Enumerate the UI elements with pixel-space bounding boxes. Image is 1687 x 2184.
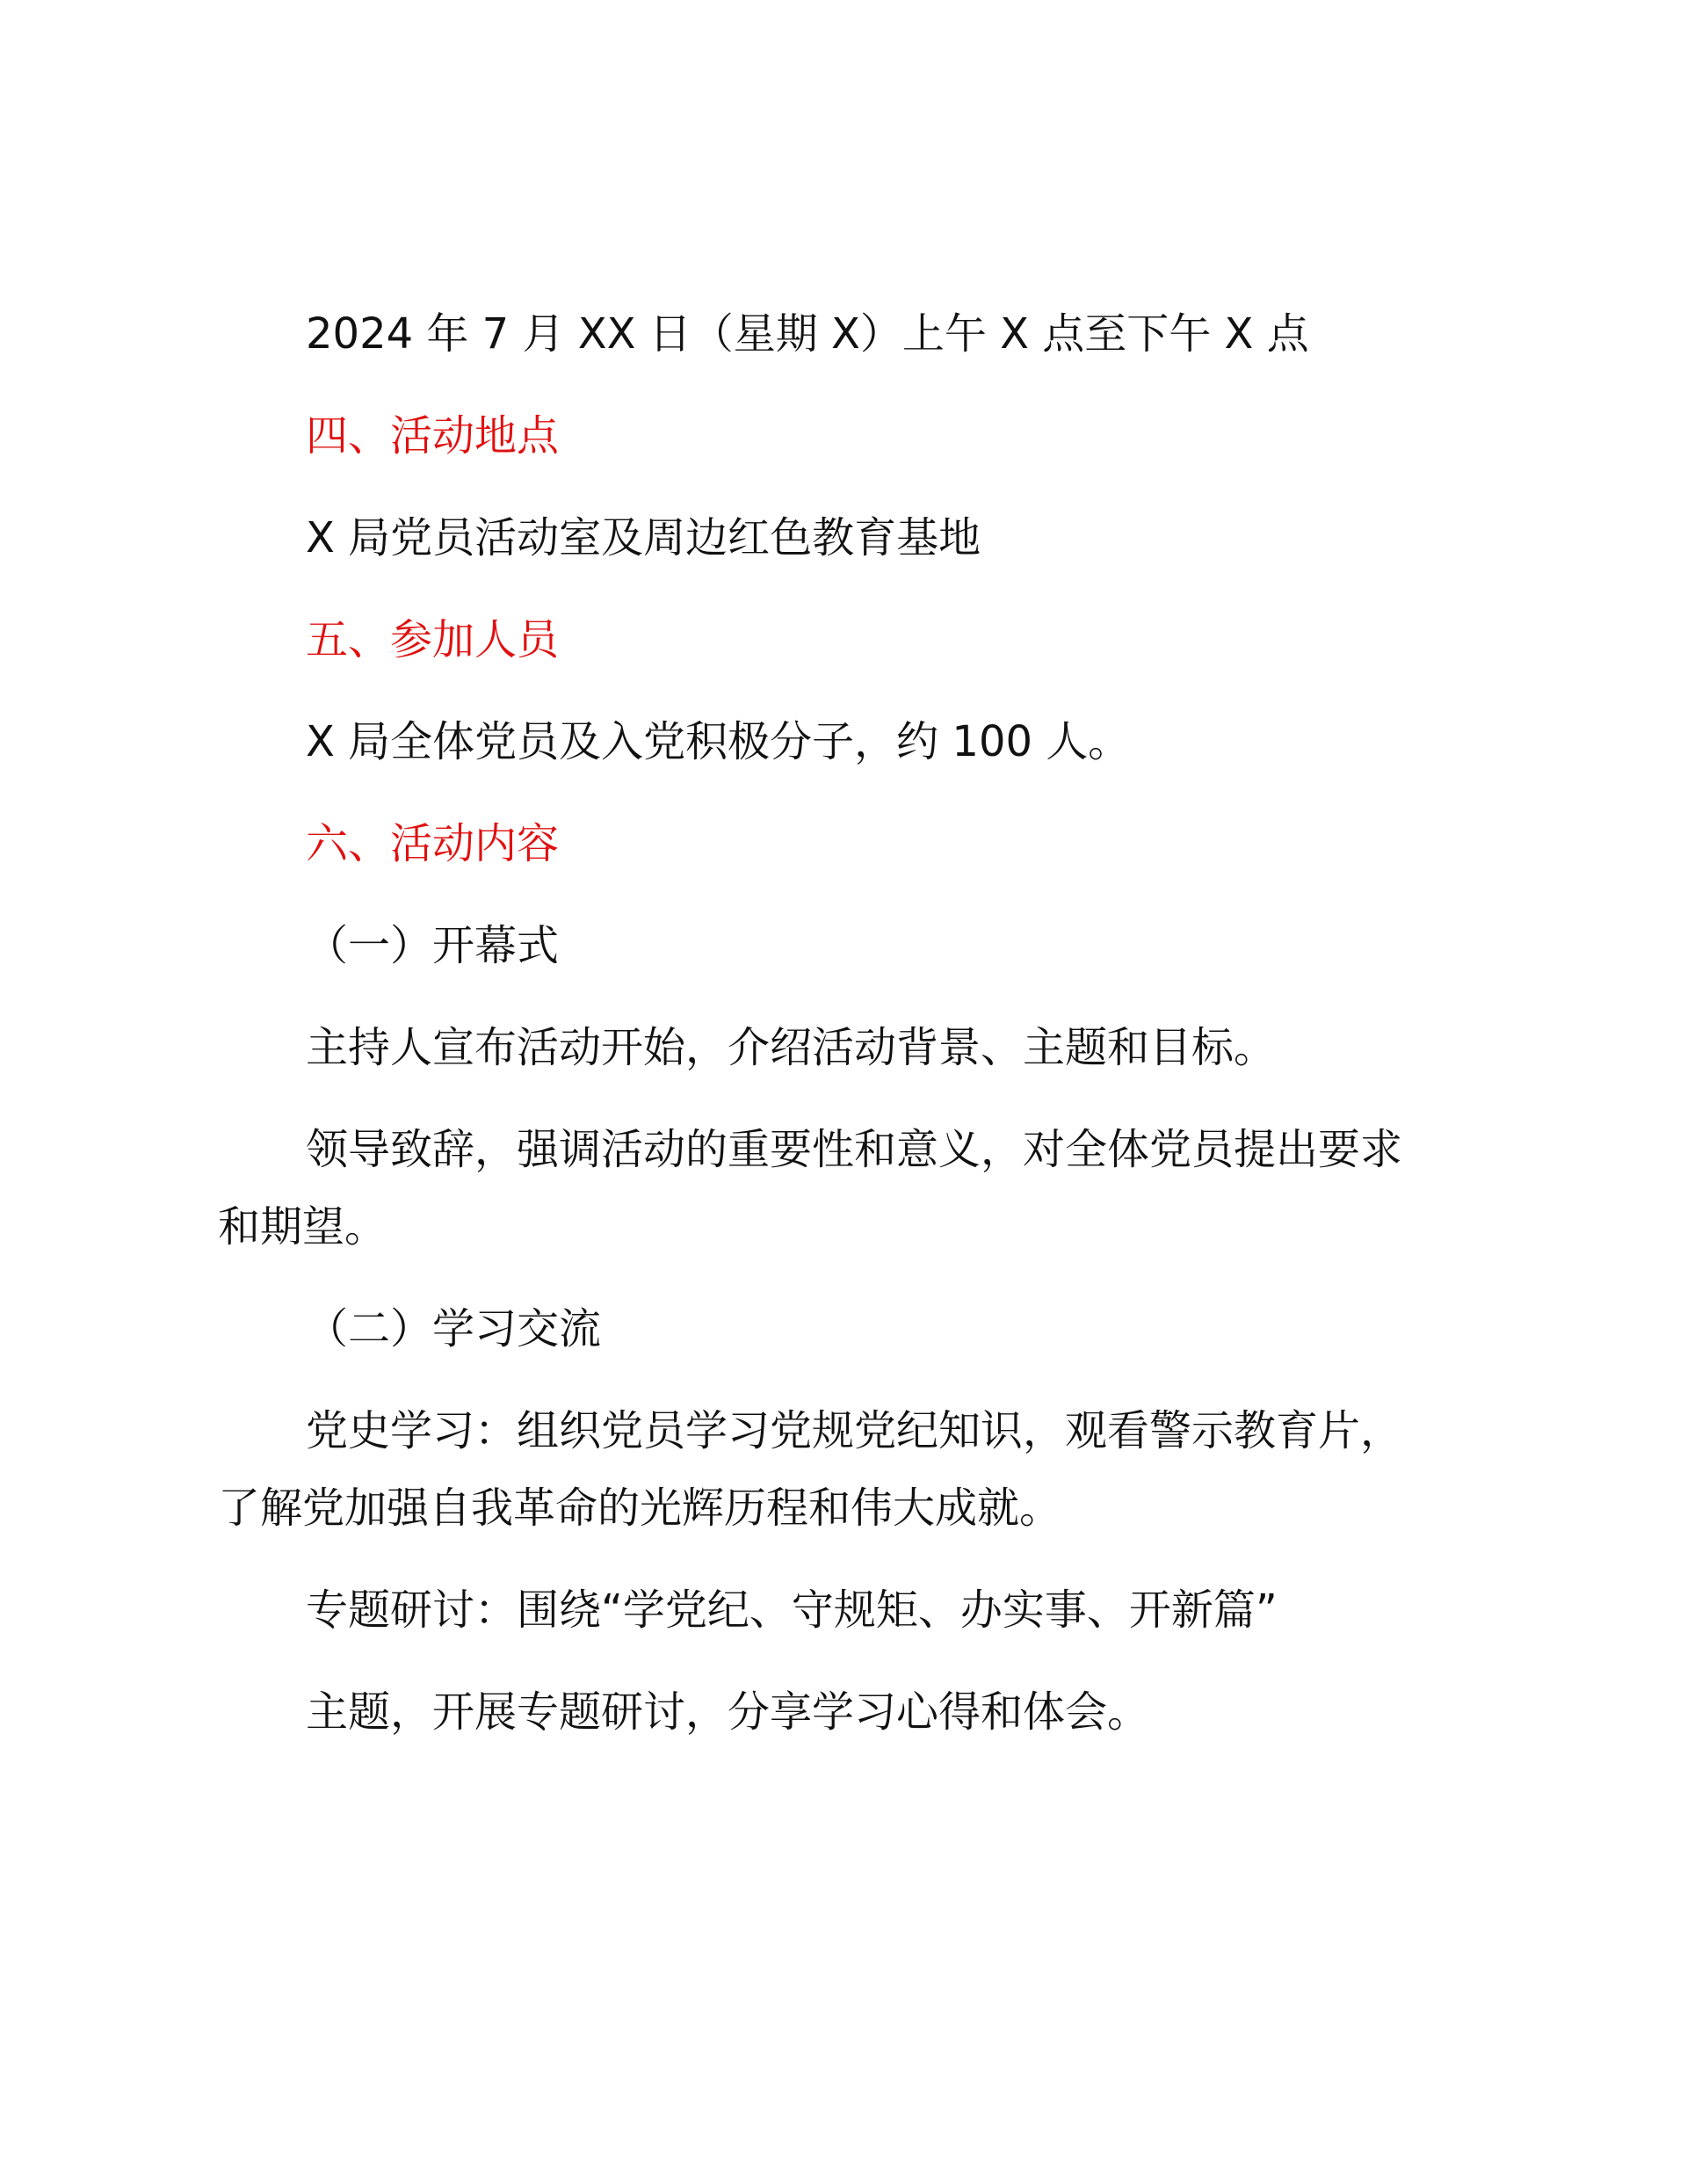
activity-time-text: 2024 年 7 月 XX 日（星期 X）上午 X 点至下午 X 点 <box>306 309 1309 359</box>
seminar-paragraph-line1: 专题研讨：围绕“学党纪、守规矩、办实事、开新篇” <box>306 1585 1278 1635</box>
leader-speech-paragraph-line2: 和期望。 <box>218 1202 387 1252</box>
subsection-study-heading: （二）学习交流 <box>306 1304 602 1353</box>
participants-text: X 局全体党员及入党积极分子，约 100 人。 <box>306 717 1131 766</box>
section-content-heading: 六、活动内容 <box>306 819 560 868</box>
location-text: X 局党员活动室及周边红色教育基地 <box>306 513 981 562</box>
seminar-paragraph-line2: 主题，开展专题研讨，分享学习心得和体会。 <box>306 1687 1150 1737</box>
party-history-paragraph-line1: 党史学习：组织党员学习党规党纪知识，观看警示教育片， <box>306 1406 1403 1455</box>
opening-paragraph: 主持人宣布活动开始，介绍活动背景、主题和目标。 <box>306 1023 1277 1072</box>
subsection-opening-heading: （一）开幕式 <box>306 921 560 970</box>
section-participants-heading: 五、参加人员 <box>306 615 560 664</box>
section-location-heading: 四、活动地点 <box>306 411 560 461</box>
leader-speech-paragraph-line1: 领导致辞，强调活动的重要性和意义，对全体党员提出要求 <box>306 1125 1403 1174</box>
party-history-paragraph-line2: 了解党加强自我革命的光辉历程和伟大成就。 <box>218 1484 1062 1533</box>
